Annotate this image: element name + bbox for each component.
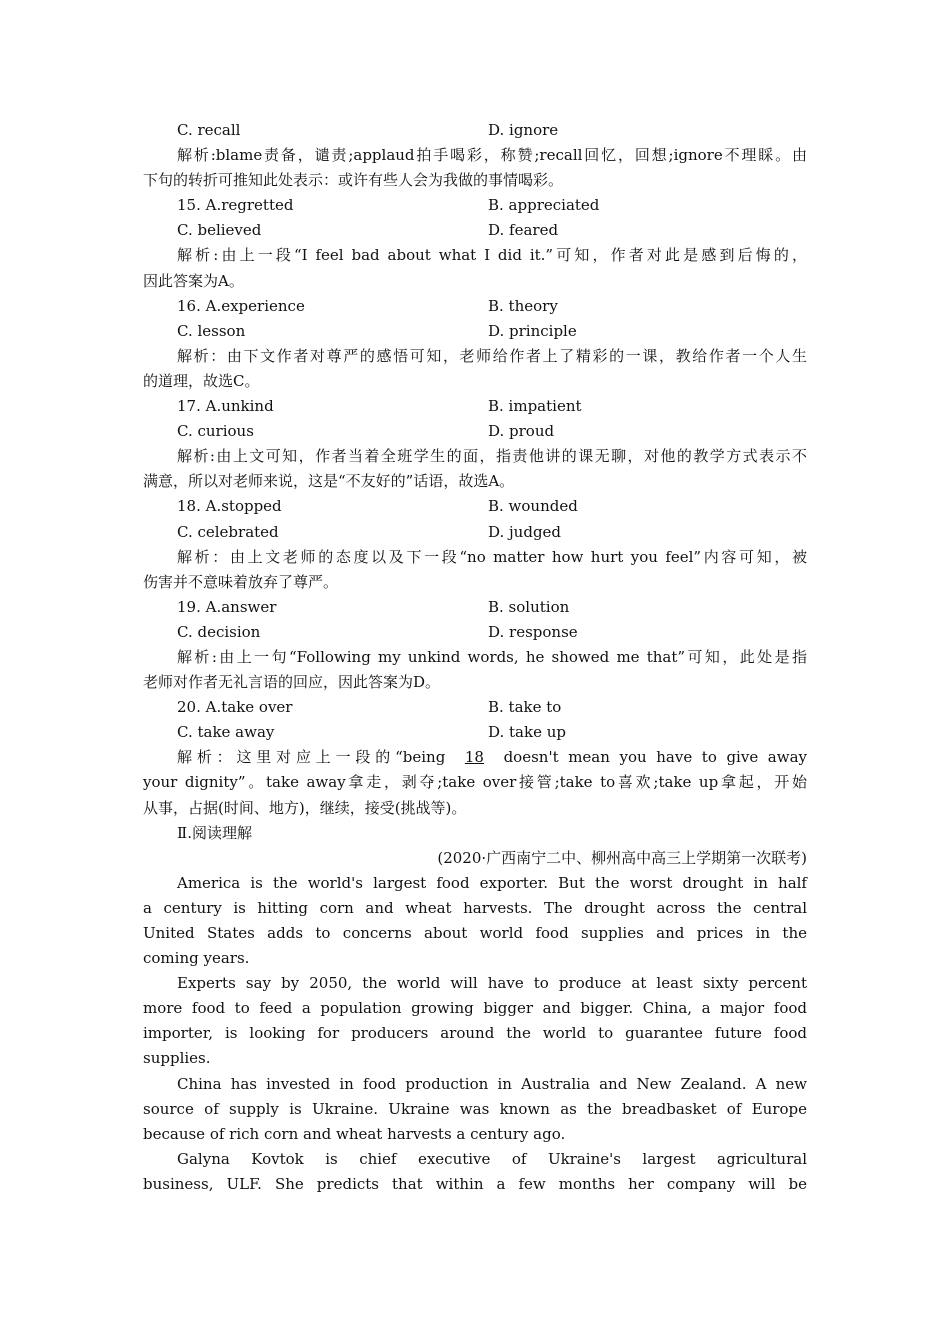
q15-options-cd [143,218,807,243]
passage-line: more food to feed a population growing bigger and bigger. China, a major food [143,999,807,1018]
q18-explanation-line2: 伤害并不意味着放弃了尊严。 [143,572,339,591]
option-b: B. theory [488,296,558,315]
source-citation: (2020·广西南宁二中、柳州高中高三上学期第一次联考) [437,848,807,867]
q16-options-ab [143,294,807,319]
passage-line: because of rich corn and wheat harvests a century ago. [143,1124,566,1143]
q16-options-cd [143,319,807,344]
q20-explanation-line2: your dignity”。take away拿走，剥夺;take over接管;take to喜欢;take up拿起，开始 [143,773,807,792]
option-c: C. believed [177,221,262,240]
q19-options-ab [143,595,807,620]
q14-explanation-line1: 解析:blame责备，谴责;applaud拍手喝彩，称赞;recall回忆，回想;ignore不理睬。由 [177,146,807,165]
passage-paragraph-1 [143,871,807,971]
q19-explanation-line2: 老师对作者无礼言语的回应，因此答案为D。 [143,673,441,692]
q17-options-cd [143,419,807,444]
q19-options-cd [143,620,807,645]
passage-line: America is the world's largest food exporter. But the worst drought in half [177,873,807,892]
passage-line: supplies. [143,1049,211,1068]
passage-paragraph-2 [143,971,807,1071]
option-a: 18. A.stopped [177,497,282,516]
q20-options-ab [143,695,807,720]
option-c: C. decision [177,622,261,641]
passage-line: importer, is looking for producers around the world to guarantee future food [143,1024,807,1043]
passage-line: Galyna Kovtok is chief executive of Ukraine's largest agricultural [177,1149,807,1168]
option-c: C. curious [177,422,254,441]
q17-explanation-line2: 满意，所以对老师来说，这是“不友好的”话语，故选A。 [143,472,515,491]
option-a: 17. A.unkind [177,397,274,416]
passage-line: coming years. [143,949,250,968]
q15-explanation-line1: 解析:由上一段“I feel bad about what I did it.”可知，作者对此是感到后悔的， [177,246,807,265]
passage-paragraph-4 [143,1147,807,1197]
option-c: C. lesson [177,321,246,340]
option-a: 16. A.experience [177,296,305,315]
option-b: B. wounded [488,497,578,516]
option-a: 20. A.take over [177,698,293,717]
q16-explanation-line2: 的道理，故选C。 [143,371,260,390]
q18-explanation-line1: 解析：由上文老师的态度以及下一段“no matter how hurt you feel”内容可知，被 [177,547,807,566]
passage-line: a century is hitting corn and wheat harvests. The drought across the central [143,898,807,917]
document-page [143,118,807,1197]
passage-line: business, ULF. She predicts that within a few months her company will be [143,1174,807,1193]
passage-line: Experts say by 2050, the world will have to produce at least sixty percent [177,974,807,993]
q20-explanation-line1 [143,745,807,770]
option-b: B. appreciated [488,196,600,215]
option-d: D. ignore [488,121,559,139]
q20-options-cd [143,720,807,745]
option-a: 19. A.answer [177,597,277,616]
passage-line: source of supply is Ukraine. Ukraine was known as the breadbasket of Europe [143,1099,807,1118]
blank-number: 18 [464,748,484,767]
q15-options-ab [143,193,807,218]
q15-explanation-line2: 因此答案为A。 [143,271,244,290]
option-d: D. feared [488,221,559,240]
option-c: C. celebrated [177,522,279,541]
passage-paragraph-3 [143,1072,807,1147]
q18-options-ab [143,494,807,519]
option-b: B. impatient [488,397,582,416]
option-d: D. principle [488,321,577,340]
q19-explanation-line1: 解析:由上一句“Following my unkind words, he showed me that”可知，此处是指 [177,647,807,666]
explanation-text: 解析：这里对应上一段的“being [177,748,455,767]
passage-line: China has invested in food production in Australia and New Zealand. A new [177,1074,807,1093]
option-d: D. take up [488,723,566,742]
q18-options-cd [143,520,807,545]
option-a: 15. A.regretted [177,196,294,215]
q17-explanation-line1: 解析:由上文可知，作者当着全班学生的面，指责他讲的课无聊，对他的教学方式表示不 [177,447,807,466]
option-b: B. solution [488,597,570,616]
q20-explanation-line3: 从事，占据(时间、地方)，继续，接受(挑战等)。 [143,798,467,817]
option-d: D. response [488,622,578,641]
option-c: C. take away [177,723,275,742]
q14-explanation-line2: 下句的转折可推知此处表示：或许有些人会为我做的事情喝彩。 [143,171,564,190]
passage-line: United States adds to concerns about world food supplies and prices in the [143,924,807,942]
q16-explanation-line1: 解析：由下文作者对尊严的感悟可知，老师给作者上了精彩的一课，教给作者一个人生 [177,346,807,365]
option-d: D. proud [488,422,555,441]
q17-options-ab [143,394,807,419]
section-heading: Ⅱ.阅读理解 [177,823,252,842]
option-b: B. take to [488,698,562,717]
explanation-text: doesn't mean you have to give away [493,748,807,767]
q14-options-cd [143,118,807,143]
option-c: C. recall [177,121,241,139]
option-d: D. judged [488,522,562,541]
